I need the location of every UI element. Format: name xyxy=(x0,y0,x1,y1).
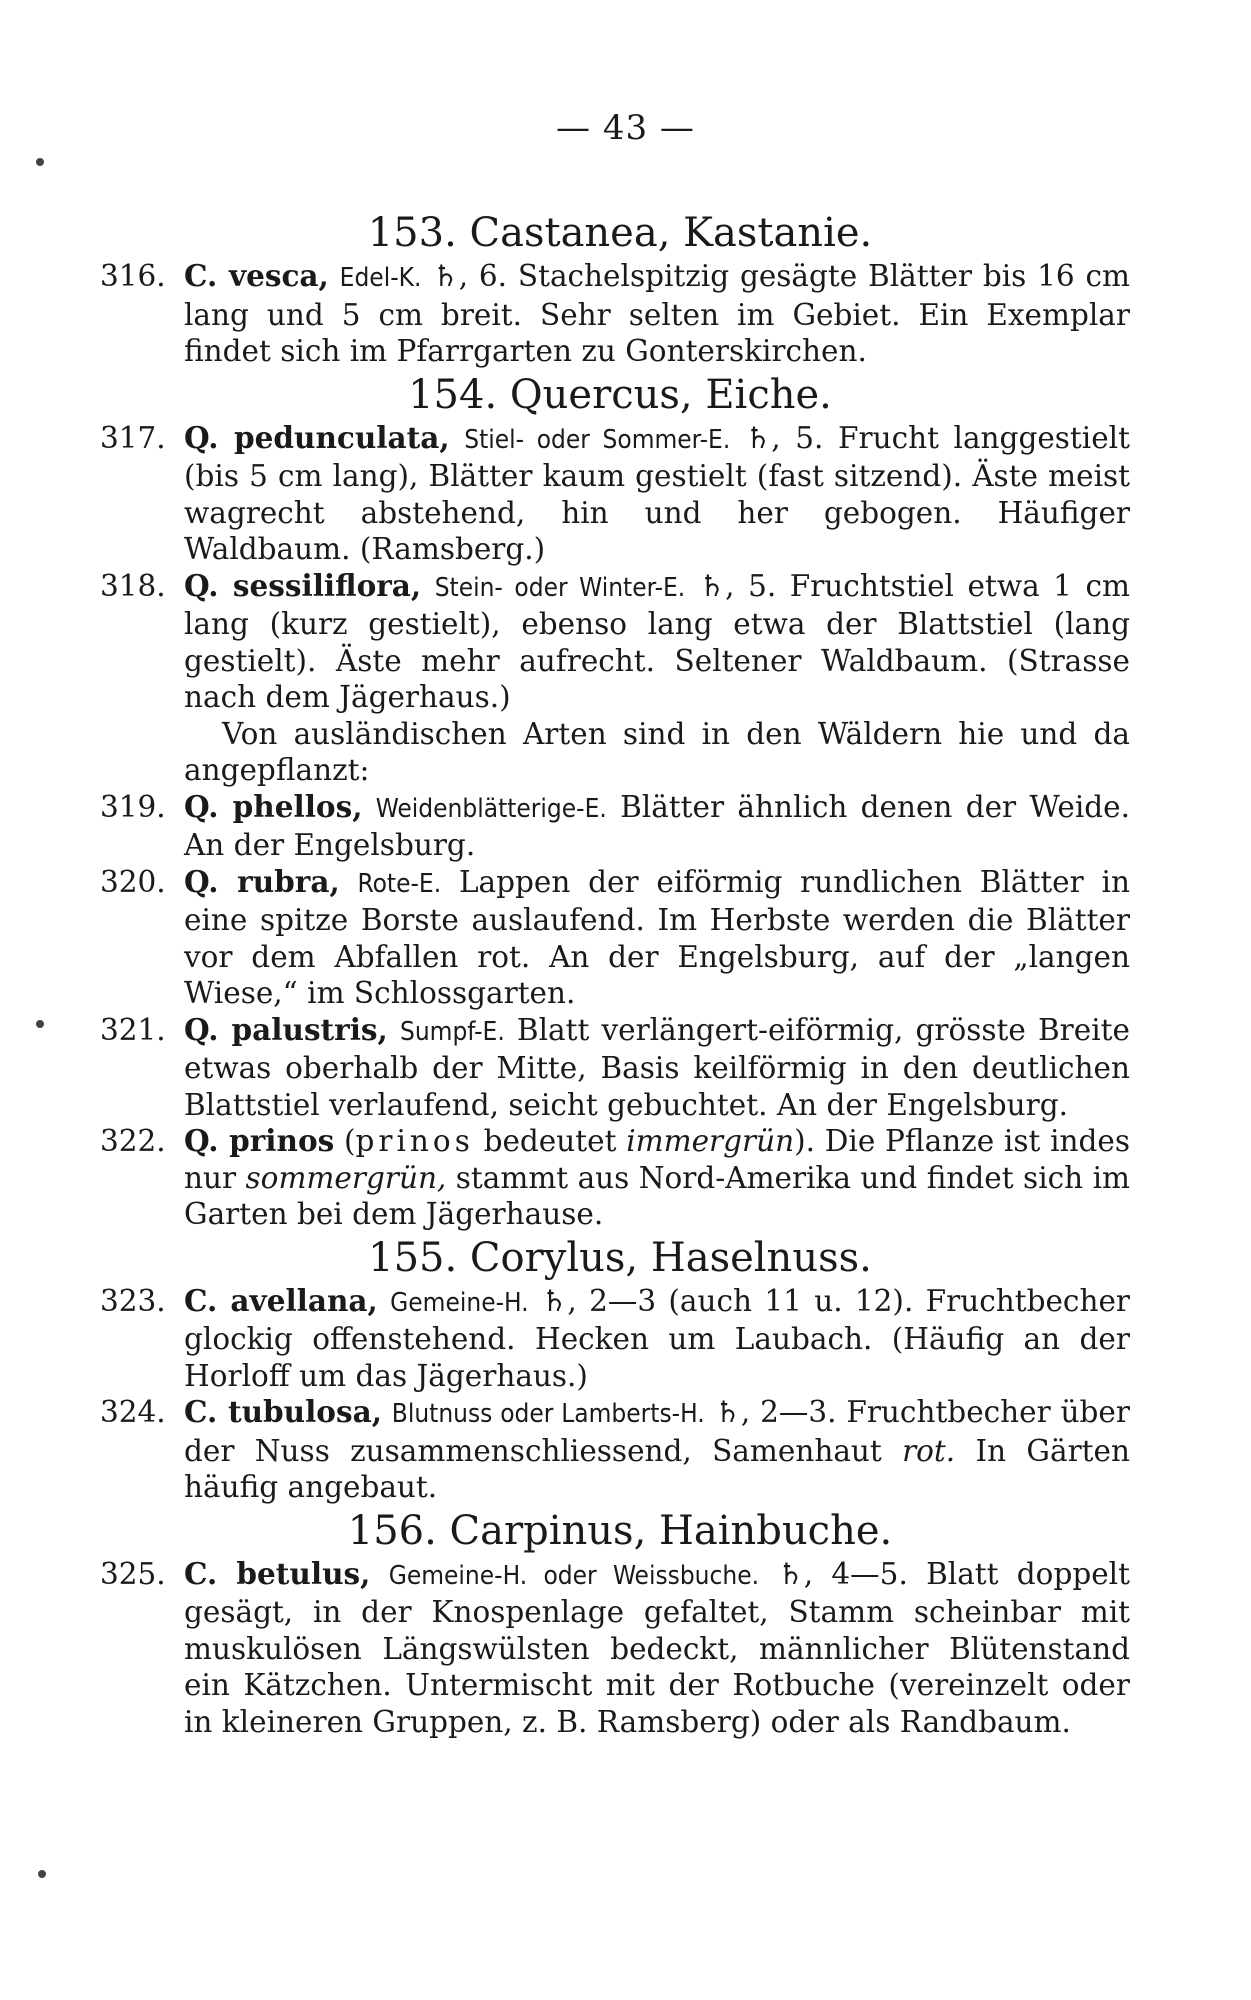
common-name: Sumpf-E. xyxy=(399,1016,505,1047)
entry-322 xyxy=(100,1123,1130,1233)
entry-number: 317. xyxy=(100,420,166,455)
entry-number: 319. xyxy=(100,789,166,824)
entry-text: stammt aus Nord-Amerika und findet sich im Garten bei dem Jägerhause. xyxy=(184,1160,1130,1231)
entry-316 xyxy=(100,258,1130,370)
species-name: Q. phellos, xyxy=(184,788,363,824)
section-heading-carpinus: 156. Carpinus, Hainbuche. xyxy=(347,1507,893,1554)
section-heading-quercus: 154. Quercus, Eiche. xyxy=(408,371,832,418)
common-name: Stein- oder Winter-E. xyxy=(434,572,686,603)
entry-number: 321. xyxy=(100,1012,166,1047)
entry-text: Blatt verlängert-eiförmig, grösste Breite etwas oberhalb der Mitte, Basis keilförmig in den deutlichen Blattstiel verlaufend, seicht gebuchtet. An der Engelsburg. xyxy=(184,1012,1130,1122)
ink-speck xyxy=(38,1870,46,1878)
common-name: Gemeine-H. xyxy=(390,1287,529,1318)
entry-text: Blätter ähnlich denen der Weide. An der Engelsburg. xyxy=(184,789,1130,862)
ink-speck xyxy=(36,158,44,166)
intro-paragraph: Von ausländischen Arten sind in den Wäldern hie und da angepflanzt: xyxy=(184,716,1130,787)
entry-319 xyxy=(100,789,1130,864)
entry-text: ( xyxy=(344,1124,356,1158)
species-name: C. tubulosa, xyxy=(184,1394,382,1429)
ink-speck xyxy=(36,1020,44,1028)
entry-text: bedeutet xyxy=(473,1124,627,1158)
species-name: C. avellana, xyxy=(184,1282,378,1318)
spaced-word: prinos xyxy=(355,1124,474,1158)
entry-number: 322. xyxy=(100,1124,166,1158)
entry-323 xyxy=(100,1283,1130,1395)
entry-text: In Gärten häufig angebaut. xyxy=(184,1433,1130,1504)
entry-text: ♄, 6. Stachelspitzig gesägte Blätter bis 16 cm lang und 5 cm breit. Sehr selten im Gebiet. Ein Exemplar findet sich im Pfarrgarten zu Gonterskirchen. xyxy=(184,259,1130,368)
entry-number: 324. xyxy=(100,1395,166,1429)
species-name: Q. palustris, xyxy=(184,1011,388,1047)
page-number: — 43 — xyxy=(556,108,695,148)
species-name: C. betulus, xyxy=(184,1555,371,1591)
species-name: Q. pedunculata, xyxy=(184,419,450,455)
entry-number: 325. xyxy=(100,1556,166,1591)
entry-text: ♄, 4—5. Blatt doppelt gesägt, in der Knospenlage gefaltet, Stamm scheinbar mit muskulösen Längswülsten bedeckt, männlicher Blütenstand ein Kätzchen. Untermischt mit der Rotbuche (vereinzelt oder in kleineren Gruppen, z. B. Ramsberg) oder als Randbaum. xyxy=(184,1556,1130,1739)
entry-318 xyxy=(100,568,1130,716)
entry-text: Lappen der eiförmig rundlichen Blätter in eine spitze Borste auslaufend. Im Herbste werden die Blätter vor dem Abfallen rot. An der Engelsburg, auf der „langen Wiese,“ im Schlossgarten. xyxy=(184,864,1130,1010)
entry-321 xyxy=(100,1012,1130,1124)
entry-text: ). Die Pflanze ist indes nur xyxy=(184,1124,1130,1195)
common-name: Stiel- oder Sommer-E. xyxy=(464,424,731,455)
entry-text: ♄, 5. Fruchtstiel etwa 1 cm lang (kurz gestielt), ebenso lang etwa der Blattstiel (lang gestielt). Äste mehr aufrecht. Seltener Waldbaum. (Strasse nach dem Jägerhaus.) xyxy=(184,568,1130,714)
section-heading-corylus: 155. Corylus, Haselnuss. xyxy=(368,1234,872,1281)
entry-325 xyxy=(100,1556,1130,1741)
section-heading-castanea: 153. Castanea, Kastanie. xyxy=(367,210,873,256)
italic-word: immergrün xyxy=(626,1124,795,1158)
entry-317 xyxy=(100,420,1130,568)
species-name: Q. sessiliflora, xyxy=(184,567,422,603)
entry-number: 323. xyxy=(100,1283,166,1318)
entry-number: 320. xyxy=(100,864,166,899)
common-name: Gemeine-H. oder Weissbuche. xyxy=(388,1560,760,1591)
common-name: Edel-K. xyxy=(339,263,422,293)
entry-text: ♄, 2—3. Fruchtbecher über der Nuss zusammenschliessend, Samenhaut xyxy=(184,1395,1130,1468)
entry-320 xyxy=(100,864,1130,1012)
italic-word: sommergrün, xyxy=(245,1160,447,1195)
common-name: Weidenblätterige-E. xyxy=(375,793,607,824)
entry-number: 318. xyxy=(100,568,166,603)
entry-number: 316. xyxy=(100,259,166,293)
entry-text: ♄, 2—3 (auch 11 u. 12). Fruchtbecher glockig offenstehend. Hecken um Laubach. (Häufig an der Horloff um das Jägerhaus.) xyxy=(184,1283,1130,1393)
entry-text: ♄, 5. Frucht langgestielt (bis 5 cm lang), Blätter kaum gestielt (fast sitzend). Äste meist wagrecht abstehend, hin und her gebogen. Häufiger Waldbaum. (Ramsberg.) xyxy=(184,420,1130,566)
common-name: Blutnuss oder Lamberts-H. xyxy=(391,1399,705,1429)
italic-word: rot. xyxy=(902,1433,956,1468)
species-name: Q. rubra, xyxy=(184,863,340,899)
entry-324 xyxy=(100,1394,1130,1506)
species-name: C. vesca, xyxy=(184,258,329,293)
species-name: Q. prinos xyxy=(184,1123,335,1158)
common-name: Rote-E. xyxy=(357,868,442,899)
page-body xyxy=(100,208,1130,1740)
